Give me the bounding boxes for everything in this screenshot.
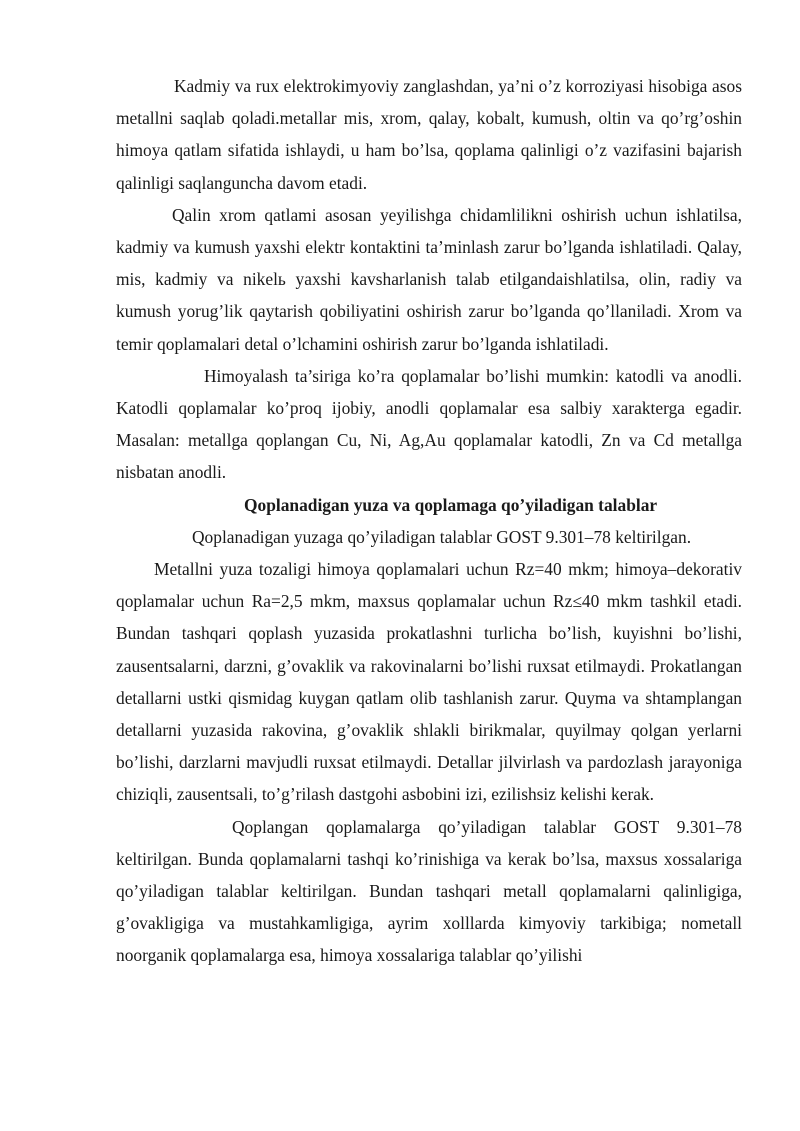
paragraph-coating-requirements: Qoplangan qoplamalarga qo’yiladigan talablar GOST 9.301–78 keltirilgan. Bunda qoplamalarni tashqi ko’rinishiga va kerak bo’lsa, maxsus xossalariga qo’yiladigan talablar keltirilgan. Bundan tashqari metall qoplamalarni qalinligiga, g’ovakligiga va mustahkamligiga, ayrim xolllarda kimyoviy tarkibiga; nometall noorganik qoplamalarga esa, himoya xossalariga talablar qo’yilishi <box>116 816 742 966</box>
document-page <box>116 70 742 972</box>
paragraph-chrome-layers: Qalin xrom qatlami asosan yeyilishga chidamlilikni oshirish uchun ishlatilsa, kadmiy va kumush yaxshi elektr kontaktini ta’minlash zarur bo’lganda ishlatiladi. Qalay, mis, kadmiy va nikelь yaxshi kavsharlanish talab etilgandaishlatilsa, olin, radiy va kumush yorug’lik qaytarish qobiliyatini oshirish zarur bo’lganda qo’llaniladi. Xrom va temir qoplamalari detal o’lchamini oshirish zarur bo’lganda ishlatiladi. <box>116 204 742 354</box>
section-heading: Qoplanadigan yuza va qoplamaga qo’yiladigan talablar <box>244 494 658 515</box>
paragraph-surface-cleanliness: Metallni yuza tozaligi himoya qoplamalari uchun Rz=40 mkm; himoya–dekorativ qoplamalar uchun Ra=2,5 mkm, maxsus qoplamalar uchun Rz≤40 mkm tashkil etadi. Bundan tashqari qoplash yuzasida prokatlashni turlicha bo’lish, kuyishni bo’lishi, zausentsalarni, darzni, g’ovaklik va rakovinalarni bo’lishi ruxsat etilmaydi. Prokatlangan detallarni ustki qismidag kuygan qatlam olib tashlanish zarur. Quyma va shtamplangan detallarni yuzasida rakovina, g’ovaklik shlakli birikmalar, quyilmay qolgan yerlarni bo’lishi, darzlarni mavjudli ruxsat etilmaydi. Detallar jilvirlash va pardozlash jarayoniga chiziqli, zausentsali, to’g’rilash dastgohi asbobini izi, ezilishsiz kelishi kerak. <box>116 559 742 805</box>
paragraph-protection-types: Himoyalash ta’siriga ko’ra qoplamalar bo’lishi mumkin: katodli va anodli. Katodli qoplamalar ko’proq ijobiy, anodli qoplamalar esa salbiy xarakterga egadir. Masalan: metallga qoplangan Cu, Ni, Ag,Au qoplamalar katodli, Zn va Cd metallga nisbatan anodli. <box>116 365 742 483</box>
paragraph-surface-requirements: Qoplanadigan yuzaga qo’yiladigan talablar GOST 9.301–78 keltirilgan. <box>192 526 692 547</box>
paragraph-cadmium-zinc: Kadmiy va rux elektrokimyoviy zanglashdan, ya’ni o’z korroziyasi hisobiga asos metallni saqlab qoladi.metallar mis, xrom, qalay, kobalt, kumush, oltin va qo’rg’oshin himoya qatlam sifatida ishlaydi, u ham bo’lsa, qoplama qalinligi o’z vazifasini bajarish qalinligi saqlanguncha davom etadi. <box>116 76 742 193</box>
